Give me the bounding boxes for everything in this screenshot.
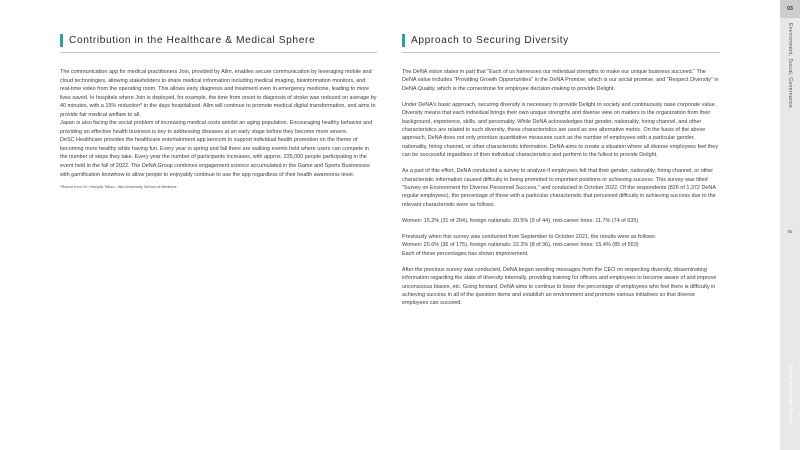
footnote: *Report from Dr. Hiroyuki Takao, Jikei University School of Medicine [60, 184, 177, 190]
section-title: Contribution in the Healthcare & Medical Sphere [69, 34, 316, 46]
section-body [60, 68, 377, 190]
paragraph: Under DeNA's basic approach, securing diversity is necessary to provide Delight to society and continuously raise corporate value. Diversity means that each individual brings their own unique strengths and diverse view on matters to the organization from their background, experience, skills, and personality. While DeNA acknowledges that gender, nationality, hiring channel, and other characteristics are related to such diversity, these characteristics are used as one alternative metric. On the basis of the above approach, DeNA does not only prioritize quantitative measures such as the number of employees with a particular gender, nationality, hiring channel, or other characteristic information. DeNA aims to create a situation where all diverse employees feel they can be successful regardless of their individual characteristics and perform to the fullest to provide Delight. [402, 101, 719, 159]
healthcare-section [60, 32, 377, 190]
paragraph: After the previous survey was conducted, DeNA began sending messages from the CEO on respecting diversity, disseminating information regarding the state of diversity internally, providing training for officers and employees to become aware of and improve unconscious biases, etc. Going forward, DeNA aims to continue to lower the percentage of employees who feel there is difficulty in achieving success in all of the question items and establish an environment and promote various initiatives so that diverse employees can succeed. [402, 266, 717, 307]
heading-accent-bar [402, 34, 405, 47]
heading-accent-bar [60, 34, 63, 47]
page-number: 65 [787, 229, 793, 234]
paragraph: The communication app for medical practitioners Join, provided by Allm, enables secure communication by leveraging mobile and cloud technologies, allowing stakeholders to share medical information including medical imaging, bioinformation monitors, and real-time video from the operating room. This allows early diagnosis and treatment even in emergency medicine, leading to more lives saved. In hospitals where Join is deployed, for example, the time from onset to diagnosis of stroke was reduced on average by 40 minutes, with a 15% reduction* in the days hospitalized. Allm will continue to promote medical digital transformation, and aims to provide fair medical welfare to all. [60, 69, 377, 118]
paragraph: As a part of this effort, DeNA conducted a survey to analyze if employees felt that their gender, nationality, hiring channel, or other characteristic information caused difficulty in being promoted to important positions or achieving success. This survey was titled "Survey on Environment for Diverse Personnel Success," and conducted in October 2022. Of the respondents (826 of 1,372 DeNA regular employees), the percentage of those with a particular characteristic that perceived difficulty in achieving success due to the relevant characteristic were as follows. [402, 168, 716, 208]
section-title: Approach to Securing Diversity [411, 34, 569, 46]
report-brand-label: DeNA Integrated Report [787, 364, 793, 425]
paragraph: Women: 15.2% (31 of 204), foreign nationals: 20.5% (9 of 44), mid-career hires: 11.7% (74 of 635) [402, 217, 639, 224]
paragraph: The DeNA vision states in part that "Each of us harnesses our individual strengths to make our unique business succeed." The DeNA value includes "Providing Growth Opportunities" in the DeNA Promise, which is our social promise, and "Respect Diversity" in DeNA Quality, which is the cornerstone for employee decision-making to provide Delight. [402, 69, 719, 92]
section-number-tab[interactable]: 03 [780, 0, 800, 18]
section-heading [60, 32, 377, 53]
paragraph: DeSC Healthcare provides the healthcare entertainment app kencom to support individual health promotion on the theme of becoming more healthy while having fun. Every year in spring and fall there are walking events held where users can compete in the number of steps they take. Every year the number of participants increases, with approx. 235,000 people participating in the event held in the fall of 2022. The DeNA Group combines engagement science accumulated in the Game and Sports Businesses with gamification knowhow to allow people to enjoyably continue to use the app regardless of their health awareness level. [60, 137, 370, 178]
section-heading [402, 32, 720, 53]
section-body [402, 68, 720, 308]
paragraph: Previously when this survey was conducted from September to October 2021, the results were as follows: Women: 20.6% (36 of 175), foreign nationals: 22.2% (8 of 36), mid-career hires: 15.4% (85 of 553) Each of these percentages has shown improvement. [402, 233, 657, 257]
paragraph: Japan is also facing the social problem of increasing medical costs amidst an aging population. Encouraging healthy behavior and providing an effective health business is key to addressing diseases at an early stage before they become more severe. [60, 120, 373, 135]
diversity-section [402, 32, 720, 315]
section-title-label: Environment, Social, Governance [787, 23, 793, 109]
section-sidebar [780, 0, 800, 450]
